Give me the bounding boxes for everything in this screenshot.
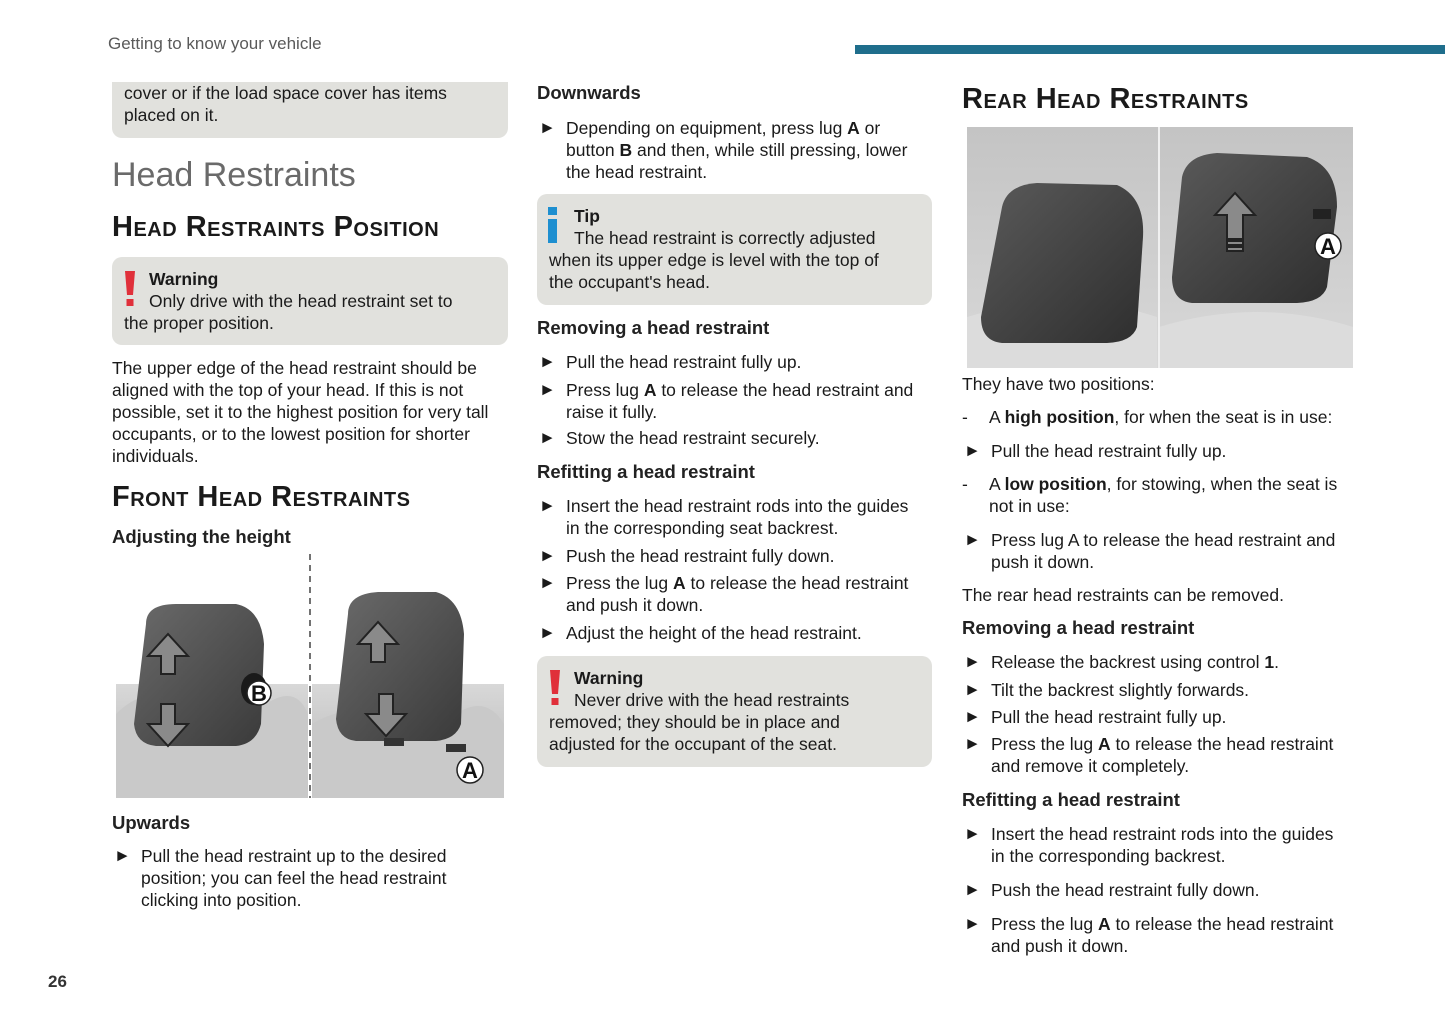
para-line: individuals. <box>112 446 199 466</box>
tip-title: Tip <box>574 206 600 226</box>
rear-head-restraint-figure <box>967 127 1353 368</box>
bullet-arrow-icon: ► <box>964 530 981 549</box>
rear-refitting-step-2 <box>964 879 1356 901</box>
subtitle-downwards: Downwards <box>537 82 641 103</box>
warning-line-1: Only drive with the head restraint set to <box>149 291 453 311</box>
section-title-front: Front Head Restraints <box>112 481 411 513</box>
step-line: position; you can feel the head restraint <box>141 868 447 888</box>
step-line: Press the lug A to release the head restraint <box>991 734 1334 754</box>
low-position-step <box>964 529 1356 573</box>
para-line: aligned with the top of your head. If this is not <box>112 380 464 400</box>
page-number: 26 <box>48 972 67 991</box>
header-accent-bar <box>855 45 1445 54</box>
step-line: Push the head restraint fully down. <box>566 546 835 566</box>
bullet-arrow-icon: ► <box>964 824 981 843</box>
subtitle-adjusting: Adjusting the height <box>112 526 291 547</box>
para-line: possible, set it to the highest position for very tall <box>112 402 489 422</box>
step-line: Press lug A to release the head restraint and <box>991 530 1336 550</box>
label-a: A <box>462 758 478 783</box>
removing-step-1 <box>539 351 935 373</box>
step-line: Push the head restraint fully down. <box>991 880 1260 900</box>
step-line: Pull the head restraint fully up. <box>566 352 802 372</box>
info-icon <box>547 207 559 243</box>
refitting-step-2 <box>539 545 935 567</box>
rear-removing-step-1 <box>964 651 1356 673</box>
step-line: in the corresponding backrest. <box>991 846 1226 866</box>
bullet-arrow-icon: ► <box>964 734 981 753</box>
step-line: Depending on equipment, press lug A or <box>566 118 881 138</box>
rear-intro: They have two positions: <box>962 374 1155 394</box>
step-line: push it down. <box>991 552 1095 572</box>
high-position-item <box>962 406 1354 428</box>
bullet-arrow-icon: ► <box>539 118 556 137</box>
rear-refitting-step-1 <box>964 823 1356 867</box>
step-line: button B and then, while still pressing, lower <box>566 140 908 160</box>
bullet-arrow-icon: ► <box>114 846 131 865</box>
step-line: Pull the head restraint fully up. <box>991 707 1227 727</box>
tip-box <box>537 194 932 305</box>
step-line: Tilt the backrest slightly forwards. <box>991 680 1250 700</box>
step-line: in the corresponding seat backrest. <box>566 518 839 538</box>
warning-line-3: adjusted for the occupant of the seat. <box>549 734 837 754</box>
warning-box-position <box>112 257 508 345</box>
low-position-text: A low position, for stowing, when the seat is not in use: <box>989 474 1338 516</box>
para-line: The upper edge of the head restraint should be <box>112 358 477 378</box>
warning-line-1: Never drive with the head restraints <box>574 690 850 710</box>
step-line: clicking into position. <box>141 890 302 910</box>
para-line: occupants, or to the lowest position for shorter <box>112 424 470 444</box>
bullet-arrow-icon: ► <box>539 496 556 515</box>
high-position-text: A high position, for when the seat is in use: <box>989 407 1333 427</box>
step-line: Insert the head restraint rods into the guides <box>566 496 909 516</box>
lug-left-rod <box>384 738 404 746</box>
subtitle-removing-rear: Removing a head restraint <box>962 617 1195 638</box>
warning-icon <box>123 271 137 307</box>
rear-head-restraint-raised <box>1172 153 1337 303</box>
subtitle-removing-front: Removing a head restraint <box>537 317 770 338</box>
rear-removing-step-3 <box>964 706 1356 728</box>
lug-a-rod <box>446 744 466 752</box>
bullet-arrow-icon: ► <box>964 707 981 726</box>
bullet-arrow-icon: ► <box>964 652 981 671</box>
step-line: Pull the head restraint up to the desired <box>141 846 447 866</box>
bullet-arrow-icon: ► <box>539 428 556 447</box>
warning-title: Warning <box>574 668 644 688</box>
front-head-restraint-figure <box>116 554 504 798</box>
step-line: and push it down. <box>991 936 1129 956</box>
step-line: and remove it completely. <box>991 756 1190 776</box>
section-title-position: Head Restraints Position <box>112 211 440 243</box>
dash-bullet: - <box>962 407 968 427</box>
bullet-arrow-icon: ► <box>539 623 556 642</box>
bullet-arrow-icon: ► <box>539 573 556 592</box>
step-line: Press the lug A to release the head restraint <box>566 573 909 593</box>
bullet-arrow-icon: ► <box>539 380 556 399</box>
refitting-step-4 <box>539 622 935 644</box>
removing-step-2 <box>539 379 935 423</box>
step-line: Pull the head restraint fully up. <box>991 441 1227 461</box>
running-header: Getting to know your vehicle <box>108 34 322 53</box>
step-line: Press lug A to release the head restraint and <box>566 380 914 400</box>
step-line: Press the lug A to release the head restraint <box>991 914 1334 934</box>
continued-note-box <box>112 82 508 138</box>
bullet-arrow-icon: ► <box>964 880 981 899</box>
bullet-arrow-icon: ► <box>539 352 556 371</box>
bullet-arrow-icon: ► <box>964 680 981 699</box>
section-title-rear: Rear Head Restraints <box>962 83 1249 115</box>
rear-seat-right <box>1159 312 1353 368</box>
warning-icon <box>548 670 562 706</box>
tip-line-3: the occupant's head. <box>549 272 710 292</box>
low-position-item <box>962 473 1354 517</box>
warning-box-never-drive <box>537 656 932 767</box>
bullet-arrow-icon: ► <box>964 441 981 460</box>
dash-bullet: - <box>962 474 968 494</box>
step-line: Stow the head restraint securely. <box>566 428 820 448</box>
rear-removing-step-4 <box>964 733 1356 777</box>
step-line: the head restraint. <box>566 162 708 182</box>
removing-step-3 <box>539 427 935 449</box>
refitting-step-3 <box>539 572 935 616</box>
rear-refitting-step-3 <box>964 913 1356 957</box>
tip-line-1: The head restraint is correctly adjusted <box>574 228 876 248</box>
downwards-step <box>539 117 935 183</box>
rear-head-restraint-lowered <box>981 183 1143 343</box>
step-line: Insert the head restraint rods into the guides <box>991 824 1334 844</box>
rear-lug <box>1313 209 1331 219</box>
bullet-arrow-icon: ► <box>539 546 556 565</box>
refitting-step-1 <box>539 495 935 539</box>
subtitle-refitting-rear: Refitting a head restraint <box>962 789 1180 810</box>
warning-line-2: removed; they should be in place and <box>549 712 840 732</box>
label-a-rear: A <box>1320 234 1336 259</box>
high-position-step <box>964 440 1356 462</box>
note-line-2: placed on it. <box>124 105 219 125</box>
step-line: and push it down. <box>566 595 704 615</box>
bullet-arrow-icon: ► <box>964 914 981 933</box>
rear-removable-note: The rear head restraints can be removed. <box>962 585 1284 605</box>
subtitle-upwards: Upwards <box>112 812 191 833</box>
warning-line-2: the proper position. <box>124 313 274 333</box>
page-title: Head Restraints <box>112 156 356 194</box>
tip-line-2: when its upper edge is level with the top of <box>549 250 879 270</box>
warning-title: Warning <box>149 269 219 289</box>
step-line: raise it fully. <box>566 402 658 422</box>
subtitle-refitting-front: Refitting a head restraint <box>537 461 755 482</box>
step-line: Release the backrest using control 1. <box>991 652 1279 672</box>
rear-removing-step-2 <box>964 679 1356 701</box>
position-paragraph <box>112 357 512 467</box>
label-b: B <box>251 681 267 706</box>
upwards-step <box>114 845 510 911</box>
note-line-1: cover or if the load space cover has items <box>124 83 447 103</box>
step-line: Adjust the height of the head restraint. <box>566 623 862 643</box>
